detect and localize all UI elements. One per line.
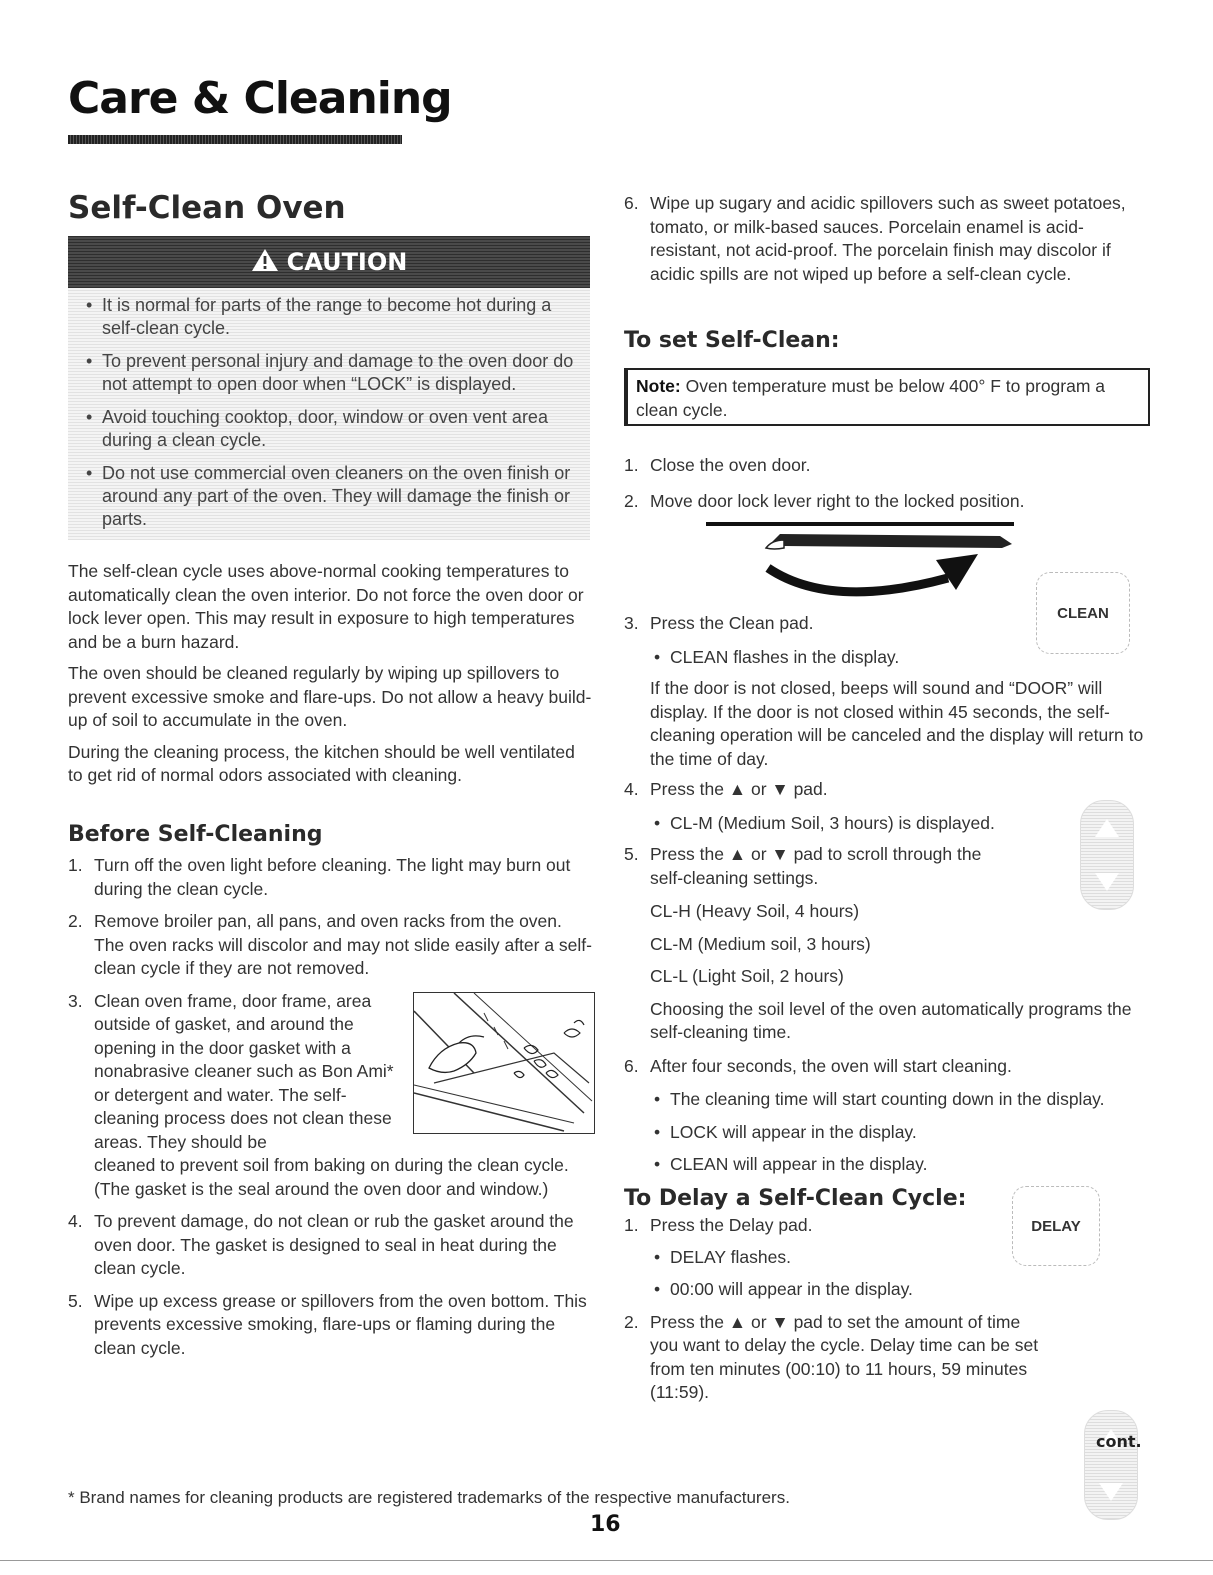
list-item: 2. Press the ▲ or ▼ pad to set the amount of time you want to delay the cycle. Delay time can be set from ten minutes (00:10) to 11 hours, 59 minutes (11:59). <box>624 1311 1039 1402</box>
title-underline <box>68 135 402 144</box>
bullet-item: • 00:00 will appear in the display. <box>650 1278 1148 1302</box>
list-item: 1. Turn off the oven light before cleaning. The light may burn out during the clean cycle. <box>68 855 571 899</box>
list-item: 3. Press the Clean pad. <box>624 613 814 633</box>
up-arrow-icon <box>1095 819 1119 837</box>
bullet-item: • CLEAN will appear in the display. <box>650 1153 1148 1177</box>
paragraph: Choosing the soil level of the oven automatically programs the self-cleaning time. <box>650 998 1132 1042</box>
intro-text <box>68 560 592 788</box>
list-item: 3. Clean oven frame, door frame, area outside of gasket, and around the opening in the door gasket with a nonabrasive cleaner such as Bon Ami* or detergent and water. The self-cleaning process does not clean these areas. They should be cleaned to prevent soil from baking on during the clean cycle. (The gasket is the seal around the oven door and window.) <box>68 990 569 1199</box>
gasket-illustration <box>413 992 595 1134</box>
bullet-item: • CL-M (Medium Soil, 3 hours) is displayed. <box>650 812 1148 836</box>
continued-label: cont. <box>1096 1432 1142 1451</box>
set-steps <box>624 454 1148 522</box>
delay-title: To Delay a Self-Clean Cycle: <box>624 1186 967 1211</box>
delay-pad-label: DELAY <box>1031 1217 1081 1235</box>
section-title: Self-Clean Oven <box>68 190 346 226</box>
paragraph: During the cleaning process, the kitchen should be well ventilated to get rid of normal odors associated with cleaning. <box>68 741 575 785</box>
down-arrow-icon <box>1099 1483 1123 1501</box>
page-title: Care & Cleaning <box>68 73 452 124</box>
clean-pad-icon <box>1036 572 1130 654</box>
bullet-item: • DELAY flashes. <box>650 1246 1148 1270</box>
note-text: Oven temperature must be below 400° F to program a clean cycle. <box>636 376 1106 420</box>
caution-box <box>68 236 590 540</box>
bullet-item: • CLEAN flashes in the display. <box>650 646 1148 670</box>
footnote: * Brand names for cleaning products are registered trademarks of the respective manufacturers. <box>68 1488 790 1507</box>
step4-5-block <box>624 778 1148 1185</box>
bottom-rule <box>0 1560 1213 1561</box>
caution-item: • Do not use commercial oven cleaners on the oven finish or around any part of the oven. They will damage the finish or parts. <box>82 462 580 531</box>
list-item: 4. To prevent damage, do not clean or rub the gasket around the oven door. The gasket is designed to seal in heat during the clean cycle. <box>68 1211 574 1278</box>
setting-item: CL-H (Heavy Soil, 4 hours) <box>650 901 860 921</box>
list-item: 5. Press the ▲ or ▼ pad to scroll through the self-cleaning settings. <box>624 844 982 888</box>
warning-icon <box>251 248 279 277</box>
list-item: 5. Wipe up excess grease or spillovers from the oven bottom. This prevents excessive smoking, flare-ups or flaming during the clean cycle. <box>68 1290 587 1358</box>
list-item: 4. Press the ▲ or ▼ pad. <box>624 779 828 799</box>
note-box <box>624 368 1150 426</box>
paragraph: The self-clean cycle uses above-normal cooking temperatures to automatically clean the oven interior. Do not force the oven door or lock lever open. This may result in exposure to high temperatures and be a burn hazard. <box>68 561 584 652</box>
list-item: 1. Press the Delay pad. <box>624 1215 813 1235</box>
note-label: Note: <box>636 376 681 396</box>
list-item: 6. After four seconds, the oven will start cleaning. <box>624 1055 1012 1076</box>
paragraph: The oven should be cleaned regularly by wiping up spillovers to prevent excessive smoke and flare-ups. Do not allow a heavy build-up of soil to accumulate in the oven. <box>68 663 592 730</box>
caution-item: • Avoid touching cooktop, door, window or oven vent area during a clean cycle. <box>82 406 580 452</box>
arrow-pad-icon <box>1084 1410 1138 1520</box>
arrow-pad-icon <box>1080 800 1134 910</box>
right-top-list <box>624 192 1148 295</box>
list-item: 6. Wipe up sugary and acidic spillovers such as sweet potatoes, tomato, or milk-based sauces. Porcelain enamel is acid-resistant, not acid-proof. The porcelain finish may discolor if acidic spills are not wiped up before a self-clean cycle. <box>624 193 1126 284</box>
caution-label: CAUTION <box>286 248 408 276</box>
list-item: 1. Close the oven door. <box>624 455 811 475</box>
caution-banner <box>68 236 590 288</box>
caution-list <box>68 288 590 531</box>
setting-item: CL-L (Light Soil, 2 hours) <box>650 966 844 986</box>
bullet-item: • LOCK will appear in the display. <box>650 1121 1148 1145</box>
clean-pad-label: CLEAN <box>1057 604 1109 622</box>
page-number: 16 <box>590 1512 621 1537</box>
paragraph: If the door is not closed, beeps will sound and “DOOR” will display. If the door is not closed within 45 seconds, the self-cleaning operation will be canceled and the display will return to the time of day. <box>650 678 1144 769</box>
page-header <box>68 66 452 132</box>
down-arrow-icon <box>1095 873 1119 891</box>
caution-item: • To prevent personal injury and damage to the oven door do not attempt to open door when “LOCK” is displayed. <box>82 350 580 396</box>
setting-item: CL-M (Medium soil, 3 hours) <box>650 933 871 954</box>
delay-pad-icon <box>1012 1186 1100 1266</box>
caution-item: • It is normal for parts of the range to become hot during a self-clean cycle. <box>82 294 580 340</box>
set-self-clean-title: To set Self-Clean: <box>624 328 840 353</box>
before-title: Before Self-Cleaning <box>68 822 323 847</box>
list-item: 2. Remove broiler pan, all pans, and oven racks from the oven. The oven racks will discolor and may not slide easily after a self-clean cycle if they are not removed. <box>68 911 592 978</box>
lock-lever-illustration <box>700 518 1020 608</box>
list-item: 2. Move door lock lever right to the locked position. <box>624 490 1025 511</box>
bullet-item: • The cleaning time will start counting down in the display. <box>650 1088 1148 1112</box>
